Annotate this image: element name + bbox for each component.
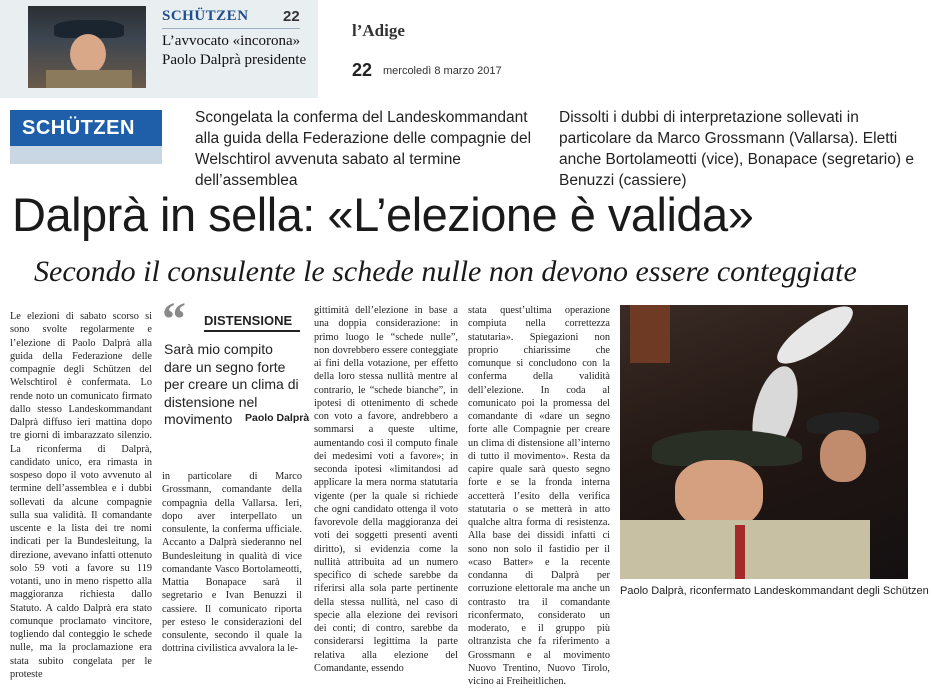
body-column-4: stata quest’ultima operazione compiuta nella correttezza statutaria». Spiegazioni non proprio chiarissime che comunque si concludono con la conferma della validità dell’elezione. In coda al comunicato poi la promessa del comandante di «dare un segno forte alle Compagnie per creare un clima di distensione all’interno di tutto il movimento». Resta da capire quale sarà questo segno forte e se la fronda interna accetterà l’esito della verifica statutaria o se metterà in atto qualche altra forma di resistenza. Alla base dei dissidi infatti ci sono non solo il fastidio per il «caso Batter» e la recente condanna di Dalprà per corruzione elettorale ma anche un contrasto tra il comandante riconfermato, considerato un moderato, e il gruppo più oltranzista che fa riferimento a Grossmann e al movimento Nuovo Trentino, Nuovo Tirolo, vicino ai Freiheitlichen. bbox=[468, 305, 610, 687]
article-subheadline: Secondo il consulente le schede nulle non devono essere conteggiate bbox=[34, 255, 857, 288]
lead-summary-left: Scongelata la conferma del Landeskommandant alla guida della Federazione delle compagnie del Welschtirol avvenuta sabato al termine dell’assemblea bbox=[195, 109, 532, 189]
body-column-1: Le elezioni di sabato scorso si sono svolte regolarmente e l’elezione di Paolo Dalprà alla guida della Federazione delle compagnie degli Schützen del Welschtirol è confermata. Lo rende noto un comunicato firmato dallo stesso Landeskommandant Dalprà diffuso ieri mattina dopo tre giorni di imbarazzato silenzio. La riconferma di Dalprà, candidato unico, era rimasta in sospeso dopo il voto avvenuto al termine dell’assemblea e i dubbi sollevati da alcune compagnie sulla sua validità. Il comandante uscente e la lista dei tre nomi indicati per la Bundesleitung, la direzione, avevano infatti ottenuto solo 59 voti a favore su 119 votanti, uno in meno rispetto alla maggioranza richiesta dallo Statuto. A caldo Dalprà era stato comunque proclamato vincitore, togliendo dal conteggio le schede nulle, ma la proclamazione era stata subito congelata per le proteste bbox=[10, 311, 152, 680]
teaser-section: SCHÜTZEN bbox=[162, 8, 249, 24]
teaser-page-number: 22 bbox=[283, 8, 300, 25]
body-column-2: in particolare di Marco Grossmann, comandante della compagnia della Vallarsa. Ieri, dopo aver interpellato un consulente, la conferma ufficiale. Accanto a Dalprà siederanno nel Bundesleitung in qualità di vice comandante Vasco Bortolameotti, Mattia Bonapace sarà il segretario e Ivan Benuzzi il cassiere. Il comunicato riporta per esteso le considerazioni del consulente, secondo il quale la dottrina civilistica avvalora la le- bbox=[162, 471, 302, 655]
article-headline: Dalprà in sella: «L’elezione è valida» bbox=[12, 188, 754, 241]
pull-quote: Sarà mio compito dare un segno forte per creare un clima di distensione nel movimento bbox=[164, 341, 299, 427]
article-photo[interactable] bbox=[620, 305, 908, 579]
page-date: mercoledì 8 marzo 2017 bbox=[383, 65, 502, 77]
photo-caption: Paolo Dalprà, riconfermato Landeskommandant degli Schützen bbox=[620, 585, 929, 597]
quote-mark-icon: “ bbox=[162, 293, 186, 346]
quote-label: DISTENSIONE bbox=[204, 313, 293, 328]
teaser-headline-line1: L’avvocato «incorona» bbox=[162, 33, 301, 49]
page-number: 22 bbox=[352, 60, 373, 80]
quote-author: Paolo Dalprà bbox=[245, 412, 310, 424]
kicker-box-shade bbox=[10, 146, 162, 164]
body-column-3: gittimità dell’elezione in base a una doppia considerazione: in primo luogo le “schede nulle”, non dovrebbero essere conteggiate ai fini della votazione, per effetto della loro stessa nullità mentre al contrario, le “schede bianche”, in ipotesi di ottenimento di schede con voto a favore, andrebbero a sommarsi a queste ultime, aumentando così il computo finale dei medesimi voti a favore»; in seconda ipotesi «limitandosi ad applicare la mera norma statutaria vigente (per la quale si richiede che ogni candidato ottenga il voto favorevole della maggioranza dei voti dei soggetti presenti aventi diritto), si evidenzia come la nullità attribuita ad un numero specifico di schede sarebbe da riferirsi alla sola parte pertinente della stessa nullità, nel caso di specie alla elezione dei revisori dei conti; di contro, sarebbe da considerarsi legittima la parte relativa alla elezione del Comandante, essendo bbox=[314, 305, 458, 674]
teaser-divider bbox=[162, 28, 300, 29]
quote-divider bbox=[204, 330, 300, 332]
newspaper-name: l’Adige bbox=[352, 21, 405, 40]
section-kicker: SCHÜTZEN bbox=[22, 117, 135, 139]
teaser-headline-line2: Paolo Dalprà presidente bbox=[162, 52, 307, 68]
lead-summary-right: Dissolti i dubbi di interpretazione sollevati in particolare da Marco Grossmann (Vallarsa). Eletti anche Bortolameotti (vice), Bonapace (segretario) e Benuzzi (cassiere) bbox=[559, 109, 914, 189]
teaser-photo bbox=[28, 6, 146, 88]
